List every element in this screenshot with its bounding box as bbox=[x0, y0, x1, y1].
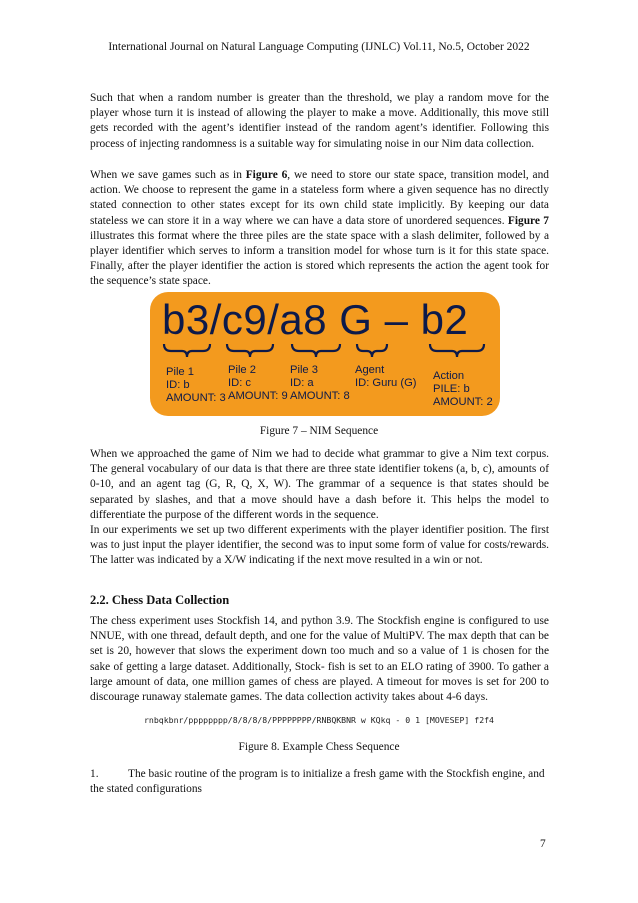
label-action-title: Action bbox=[433, 370, 465, 382]
list-item-number: 1. bbox=[90, 768, 99, 780]
figure7-ref: Figure 7 bbox=[507, 214, 549, 227]
label-action-pile: PILE: b bbox=[433, 383, 470, 395]
journal-header: International Journal on Natural Language Computing (IJNLC) Vol.11, No.5, October 2022 bbox=[108, 41, 530, 53]
chess-sequence-example: rnbqkbnr/pppppppp/8/8/8/8/PPPPPPPP/RNBQKBNR w KQkq - 0 1 [MOVESEP] f2f4 bbox=[144, 715, 494, 725]
paragraph-chess-setup: The chess experiment uses Stockfish 14, and python 3.9. The Stockfish engine is configured to use NNUE, with one thread, default depth, and one for the value of MultiPV. The max depth that can be set is 20, however that slows the experiment down too much and so a value of 1 is chosen for the sake of getting a large dataset. Additionally, Stock- fish is set to an ELO rating of 3900. To gather a large amount of data, one million games of chess are played. A timeout for moves is set for 200 to discourage runaway stalemate games. The data collection activity takes about 4-6 days. bbox=[90, 615, 549, 704]
figure-7-caption: Figure 7 – NIM Sequence bbox=[259, 425, 379, 437]
label-pile-3 bbox=[290, 364, 350, 403]
paragraph-stateless bbox=[90, 168, 549, 290]
figure-7-nim-sequence bbox=[150, 292, 500, 416]
label-pile-1-id: ID: b bbox=[166, 379, 190, 391]
p2-text-b: , we need to store our state space, transition model, and action. We choose to represent the game in a stateless form where a given sequence has no directly stated connection to other states except for its own child state implicitly. By keeping our data stateless we can store it in a way where we can have a data store of unordered sequences. bbox=[90, 169, 549, 227]
paragraph-nim-grammar: When we approached the game of Nim we had to decide what grammar to give a Nim text corpus. The general vocabulary of our data is that there are three state identifier tokens (a, b, c), amounts of 0-10, and an agent tag (G, R, Q, X, W). The grammar of a sequence is that states should be separated by slashes, and that a move should have a dash before it. This helps the model to differentiate the purpose of the different words in the sequence. bbox=[90, 448, 549, 521]
label-pile-2-id: ID: c bbox=[228, 377, 251, 389]
label-agent-title: Agent bbox=[355, 364, 385, 376]
brace-agent bbox=[355, 342, 389, 358]
brace-pile-2 bbox=[225, 342, 275, 358]
paragraph-experiments: In our experiments we set up two different experiments with the player identifier position. The first was to just input the player identifier, the second was to input some form of value for costs/rewards. The latter was indicated by a X/W indicating if the next move resulted in a win or not. bbox=[90, 524, 549, 567]
p2-text-c: illustrates this format where the three piles are the state space with a slash delimiter, followed by a player identifier which serves to inform a transition model for whose turn is it for this state space. Finally, after the player identifier the action is stored which represents the action the agent took for the sequence’s state space. bbox=[90, 229, 549, 288]
label-pile-1 bbox=[166, 366, 226, 405]
label-agent-id: ID: Guru (G) bbox=[355, 377, 417, 389]
nim-sequence-text: b3/c9/a8 G – b2 bbox=[162, 296, 469, 343]
list-item bbox=[90, 767, 549, 797]
label-agent bbox=[355, 364, 417, 390]
label-pile-1-amount: AMOUNT: 3 bbox=[166, 392, 226, 404]
label-action bbox=[433, 370, 493, 409]
label-pile-3-title: Pile 3 bbox=[290, 364, 318, 376]
paragraph-randomness: Such that when a random number is greater than the threshold, we play a random move for the player whose turn it is instead of allowing the player to make a move. Additionally, this move still gets recorded with the agent’s identifier instead of the random agent’s identifier. Following this process of injecting randomness is a suitable way for simulating noise in our Nim data collection. bbox=[90, 92, 549, 150]
label-pile-3-id: ID: a bbox=[290, 377, 314, 389]
p2-text-a: When we save games such as in bbox=[90, 169, 246, 181]
figure-8-caption: Figure 8. Example Chess Sequence bbox=[238, 741, 400, 753]
label-pile-3-amount: AMOUNT: 8 bbox=[290, 390, 350, 402]
label-pile-2-amount: AMOUNT: 9 bbox=[228, 390, 288, 402]
label-pile-1-title: Pile 1 bbox=[166, 366, 194, 378]
label-action-amount: AMOUNT: 2 bbox=[433, 396, 493, 408]
section-heading: 2.2. Chess Data Collection bbox=[90, 593, 230, 607]
brace-action bbox=[428, 342, 486, 358]
list-item-text: The basic routine of the program is to initialize a fresh game with the Stockfish engine, and the stated configurations bbox=[90, 768, 545, 796]
label-pile-2-title: Pile 2 bbox=[228, 364, 256, 376]
figure6-ref: Figure 6 bbox=[245, 169, 288, 181]
label-pile-2 bbox=[228, 364, 288, 403]
page-number: 7 bbox=[540, 838, 546, 850]
brace-pile-3 bbox=[290, 342, 342, 358]
brace-pile-1 bbox=[162, 342, 212, 358]
